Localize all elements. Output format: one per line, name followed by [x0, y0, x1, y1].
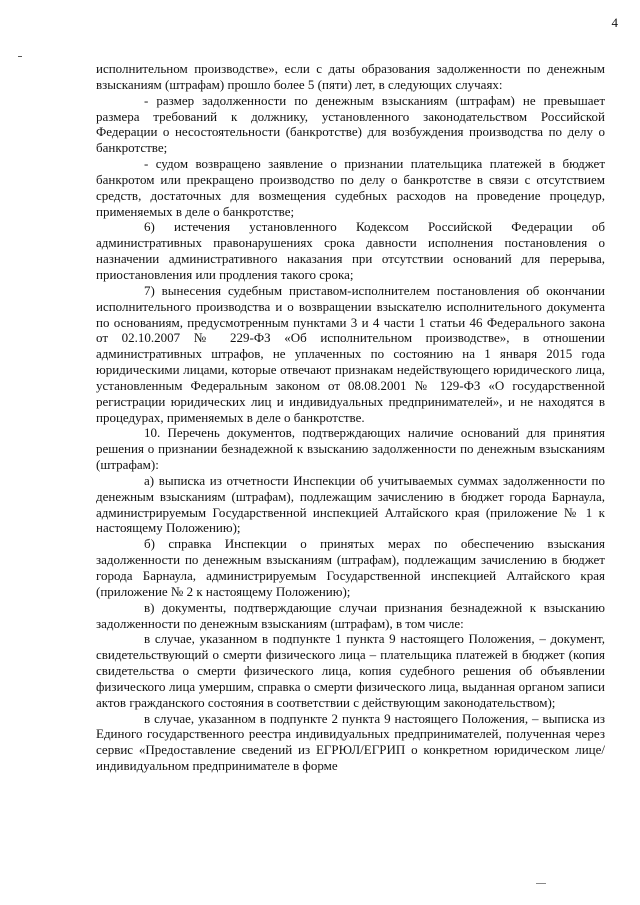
scan-artifact: [18, 56, 22, 57]
paragraph-case-subitem-2: в случае, указанном в подпункте 2 пункта 9 настоящего Положения, – выписка из Единого государственного реестра индивидуальных предпринимателей, полученная через сервис «Предоставление сведений из ЕГРЮЛ/ЕГРИП о конкретном юридическом лице/ индивидуальном предпринимателе в форме: [96, 710, 605, 774]
page-number: 4: [611, 15, 618, 30]
paragraph-debt-threshold: - размер задолженности по денежным взысканиям (штрафам) не превышает размера требований к должнику, установленного законодательством Российской Федерации о несостоятельности (банкротстве) для возбуждения производства по делу о банкротстве;: [96, 92, 605, 156]
scan-artifact-footer: [536, 883, 546, 884]
paragraph-item-6: 6) истечения установленного Кодексом Российской Федерации об административных правонарушениях срока давности исполнения постановления о назначении административного наказания при отсутствии оснований для перерыва, приостановления или продления такого срока;: [96, 219, 605, 282]
document-body: [96, 61, 605, 774]
paragraph-item-v: в) документы, подтверждающие случаи признания безнадежной к взысканию задолженности по денежным взысканиям (штрафам), в том числе:: [96, 599, 605, 631]
paragraph-continuation: исполнительном производстве», если с даты образования задолженности по денежным взысканиям (штрафам) прошло более 5 (пяти) лет, в следующих случаях:: [96, 61, 605, 92]
paragraph-item-7: 7) вынесения судебным приставом-исполнителем постановления об окончании исполнительного производства и о возвращении взыскателю исполнительного документа по основаниям, предусмотренным пунктами 3 и 4 части 1 статьи 46 Федерального закона от 02.10.2007 № 229-ФЗ «Об исполнительном производстве», в отношении административных штрафов, не уплаченных по состоянию на 1 января 2015 года юридическими лицами, которые отвечают признакам недействующего юридического лица, установленным Федеральным законом от 08.08.2001 № 129-ФЗ «О государственной регистрации юридических лиц и индивидуальных предпринимателей», и не находятся в процедурах, применяемых в деле о банкротстве.: [96, 282, 605, 425]
paragraph-item-a: а) выписка из отчетности Инспекции об учитываемых суммах задолженности по денежным взысканиям (штрафам), подлежащим зачислению в бюджет города Барнаула, администрируемым Государственной инспекцией Алтайского края (приложение № 1 к настоящему Положению);: [96, 472, 605, 536]
paragraph-bankruptcy-returned: - судом возвращено заявление о признании плательщика платежей в бюджет банкротом или прекращено производство по делу о банкротстве в связи с отсутствием средств, достаточных для возмещения судебных расходов на проведение процедур, применяемых в деле о банкротстве;: [96, 156, 605, 219]
paragraph-case-subitem-1: в случае, указанном в подпункте 1 пункта 9 настоящего Положения, – документ, свидетельствующий о смерти физического лица – плательщика платежей в бюджет (копия свидетельства о смерти физического лица, копия судебного решения об объявлении физического лица умершим, справка о смерти физического лица, выданная органом записи актов гражданского состояния в соответствии с действующим законодательством);: [96, 631, 605, 710]
paragraph-section-10: 10. Перечень документов, подтверждающих наличие оснований для принятия решения о признании безнадежной к взысканию задолженности по денежным взысканиям (штрафам):: [96, 425, 605, 473]
paragraph-item-b: б) справка Инспекции о принятых мерах по обеспечению взыскания задолженности по денежным взысканиям (штрафам), подлежащим зачислению в бюджет города Барнаула, администрируемым Государственной инспекцией Алтайского края (приложение № 2 к настоящему Положению);: [96, 536, 605, 599]
